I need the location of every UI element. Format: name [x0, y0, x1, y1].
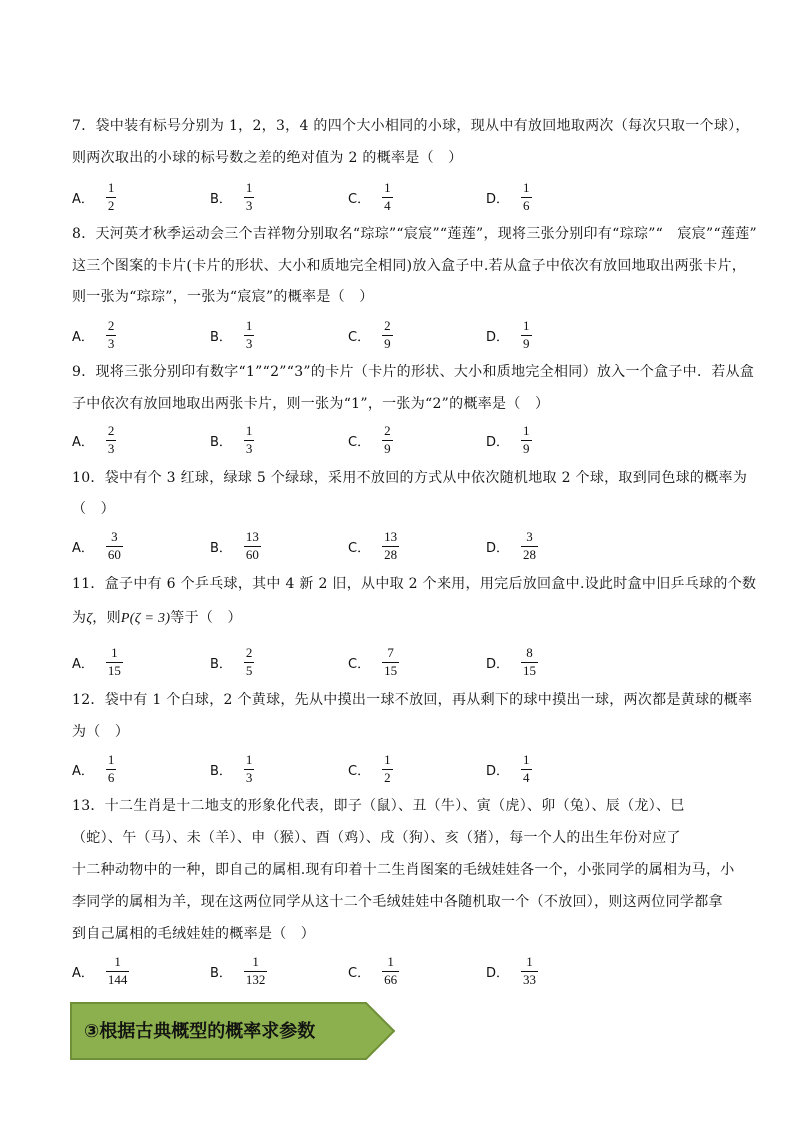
fraction: $\frac{1}{2}$	[107, 180, 115, 213]
fraction: $\frac{1}{3}$	[245, 423, 253, 456]
q11-line-2: 为ζ，则P(ζ = 3)等于（ ）	[72, 610, 242, 626]
q7-line-2: 则两次取出的小球的标号数之差的绝对值为 2 的概率是（ ）	[72, 150, 463, 166]
q13-line-3: 十二种动物中的一种，即自己的属相.现有印着十二生肖图案的毛绒娃娃各一个，小张同学的属相为马，小	[72, 862, 735, 878]
fraction: $\frac{1}{144}$	[107, 954, 128, 987]
fraction: $\frac{8}{15}$	[523, 645, 537, 678]
option-a[interactable]: A． $\frac{2}{3}$	[72, 423, 115, 456]
fraction: $\frac{3}{60}$	[107, 529, 121, 562]
q12-line-1: 12．袋中有 1 个白球，2 个黄球，先从中摸出一球不放回，再从剩下的球中摸出一球，两次都是黄球的概率	[72, 692, 753, 708]
fraction: $\frac{1}{4}$	[384, 180, 391, 213]
option-a[interactable]: A． $\frac{1}{144}$	[72, 954, 128, 987]
option-c[interactable]: C． $\frac{13}{28}$	[348, 529, 398, 562]
option-c[interactable]: C． $\frac{2}{9}$	[348, 423, 391, 456]
option-c[interactable]: C． $\frac{1}{4}$	[348, 180, 391, 213]
fraction: $\frac{1}{33}$	[523, 954, 537, 987]
fraction: $\frac{1}{15}$	[107, 645, 121, 678]
fraction: $\frac{2}{3}$	[107, 318, 115, 351]
option-a[interactable]: A． $\frac{1}{15}$	[72, 645, 121, 678]
option-c[interactable]: C． $\frac{2}{9}$	[348, 318, 391, 351]
q7-line-1: 7．袋中装有标号分别为 1，2，3，4 的四个大小相同的小球，现从中有放回地取两次（每次只取一个球），	[72, 118, 750, 134]
option-c[interactable]: C． $\frac{1}{2}$	[348, 752, 391, 785]
option-d[interactable]: D． $\frac{1}{33}$	[486, 954, 537, 987]
fraction: $\frac{7}{15}$	[384, 645, 398, 678]
option-a[interactable]: A． $\frac{1}{6}$	[72, 752, 115, 785]
q10-line-2: （ ）	[72, 501, 115, 517]
probability-expression: P(ζ = 3)	[120, 611, 171, 626]
fraction: $\frac{2}{5}$	[245, 645, 253, 678]
fraction: $\frac{1}{3}$	[245, 180, 253, 213]
fraction: $\frac{13}{60}$	[245, 529, 259, 562]
option-d[interactable]: D． $\frac{1}{6}$	[486, 180, 530, 213]
option-d[interactable]: D． $\frac{8}{15}$	[486, 645, 537, 678]
q9-line-2: 子中依次有放回地取出两张卡片，则一张为“1”，一张为“2”的概率是（ ）	[72, 396, 550, 412]
option-d[interactable]: D． $\frac{1}{4}$	[486, 752, 530, 785]
option-c[interactable]: C． $\frac{1}{66}$	[348, 954, 398, 987]
q8-line-2: 这三个图案的卡片(卡片的形状、大小和质地完全相同)放入盒子中.若从盒子中依次有放回地取出两张卡片，	[72, 258, 747, 274]
fraction: $\frac{1}{6}$	[107, 752, 115, 785]
option-a[interactable]: A． $\frac{3}{60}$	[72, 529, 121, 562]
fraction: $\frac{1}{132}$	[245, 954, 266, 987]
fraction: $\frac{3}{28}$	[523, 529, 537, 562]
q9-line-1: 9．现将三张分别印有数字“1”“2”“3”的卡片（卡片的形状、大小和质地完全相同）放入一个盒子中．若从盒	[72, 364, 755, 380]
fraction: $\frac{2}{3}$	[107, 423, 115, 456]
option-b[interactable]: B． $\frac{2}{5}$	[210, 645, 253, 678]
option-b[interactable]: B． $\frac{1}{3}$	[210, 423, 253, 456]
zeta-symbol: ζ	[86, 611, 93, 626]
option-a[interactable]: A． $\frac{1}{2}$	[72, 180, 115, 213]
option-b[interactable]: B． $\frac{13}{60}$	[210, 529, 259, 562]
q12-line-2: 为（ ）	[72, 724, 130, 740]
option-d[interactable]: D． $\frac{1}{9}$	[486, 318, 530, 351]
option-d[interactable]: D． $\frac{3}{28}$	[486, 529, 537, 562]
q13-line-2: （蛇）、午（马）、未（羊）、申（猴）、酉（鸡）、戌（狗）、亥（猪），每一个人的出生年份对应了	[72, 830, 681, 846]
fraction: $\frac{1}{6}$	[523, 180, 530, 213]
q13-line-4: 李同学的属相为羊，现在这两位同学从这十二个毛绒娃娃中各随机取一个（不放回），则这两位同学都拿	[72, 894, 723, 910]
fraction: $\frac{1}{2}$	[384, 752, 391, 785]
fraction: $\frac{1}{3}$	[245, 752, 253, 785]
fraction: $\frac{1}{66}$	[384, 954, 398, 987]
option-b[interactable]: B． $\frac{1}{132}$	[210, 954, 266, 987]
option-d[interactable]: D． $\frac{1}{9}$	[486, 423, 530, 456]
q10-line-1: 10．袋中有个 3 红球，绿球 5 个绿球，采用不放回的方式从中依次随机地取 2 个球，取到同色球的概率为	[72, 470, 748, 486]
option-c[interactable]: C． $\frac{7}{15}$	[348, 645, 398, 678]
q8-line-1: 8．天河英才秋季运动会三个吉祥物分别取名“琮琮”“宸宸”“莲莲”，现将三张分别印有“琮琮”“ 宸宸”“莲莲”	[72, 226, 757, 242]
fraction: $\frac{13}{28}$	[384, 529, 398, 562]
option-b[interactable]: B． $\frac{1}{3}$	[210, 318, 253, 351]
option-b[interactable]: B． $\frac{1}{3}$	[210, 752, 253, 785]
fraction: $\frac{1}{9}$	[523, 423, 530, 456]
section-title: ③根据古典概型的概率求参数	[84, 1021, 316, 1042]
fraction: $\frac{2}{9}$	[384, 423, 391, 456]
fraction: $\frac{1}{3}$	[245, 318, 253, 351]
fraction: $\frac{1}{4}$	[523, 752, 530, 785]
option-b[interactable]: B． $\frac{1}{3}$	[210, 180, 253, 213]
section-banner	[70, 1002, 396, 1060]
fraction: $\frac{2}{9}$	[384, 318, 391, 351]
q13-line-1: 13．十二生肖是十二地支的形象化代表，即子（鼠）、丑（牛）、寅（虎）、卯（兔）、辰（龙）、巳	[72, 798, 685, 814]
q8-line-3: 则一张为“琮琮”，一张为“宸宸”的概率是（ ）	[72, 289, 374, 305]
q11-line-1: 11．盒子中有 6 个乒乓球，其中 4 新 2 旧，从中取 2 个来用，用完后放回盒中.设此时盒中旧乒乓球的个数	[72, 576, 757, 592]
q13-line-5: 到自己属相的毛绒娃娃的概率是（ ）	[72, 926, 316, 942]
option-a[interactable]: A． $\frac{2}{3}$	[72, 318, 115, 351]
fraction: $\frac{1}{9}$	[523, 318, 530, 351]
